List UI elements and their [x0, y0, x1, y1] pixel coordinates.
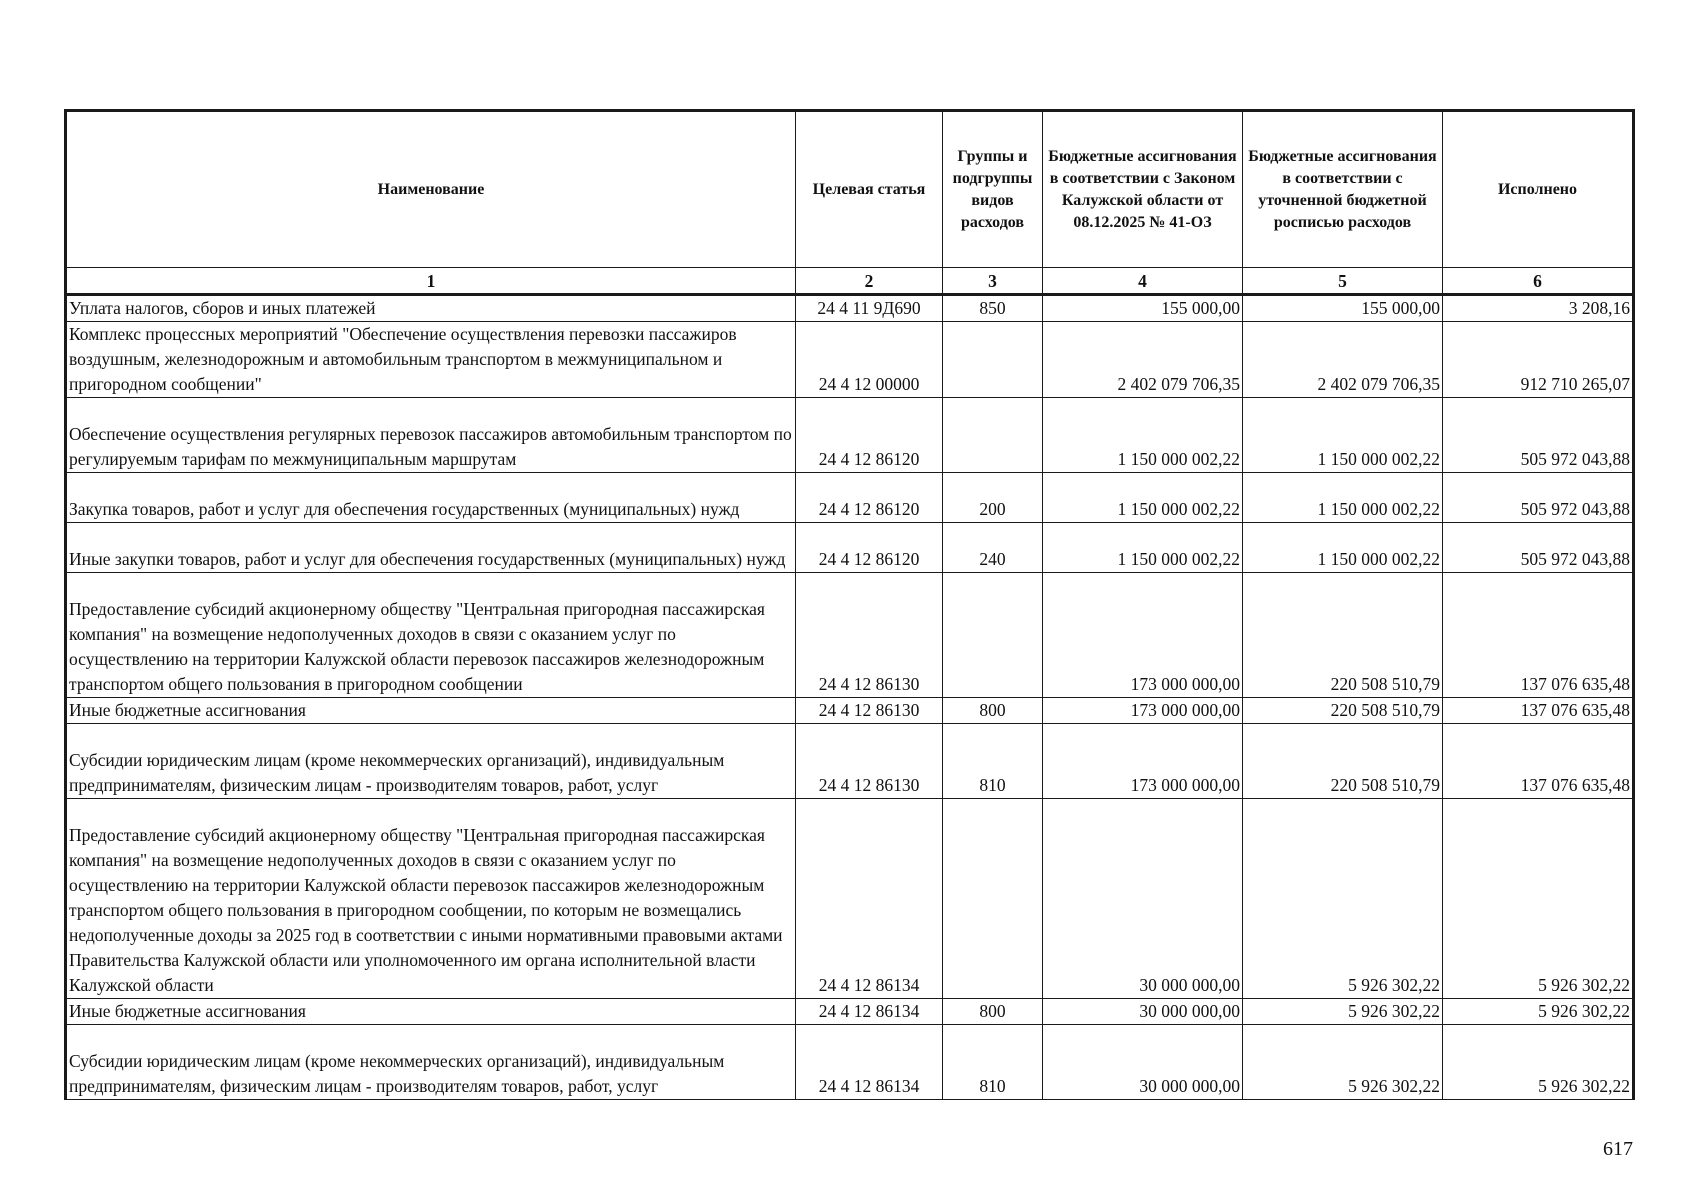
- table-row: [66, 322, 1634, 398]
- column-header-refined-allocations: Бюджетные ассигнования в соответствии с уточненной бюджетной росписью расходов: [1243, 111, 1443, 268]
- row-law-amount: 1 150 000 002,22: [1043, 473, 1243, 523]
- row-law-amount: 155 000,00: [1043, 295, 1243, 322]
- row-law-amount: 1 150 000 002,22: [1043, 398, 1243, 473]
- column-header-law-allocations: Бюджетные ассигнования в соответствии с Законом Калужской области от 08.12.2025 № 41-ОЗ: [1043, 111, 1243, 268]
- table-row: [66, 999, 1634, 1025]
- row-expense-group: 240: [943, 523, 1043, 573]
- row-target-article: 24 4 12 86130: [796, 724, 943, 799]
- row-law-amount: 173 000 000,00: [1043, 724, 1243, 799]
- table-row: [66, 295, 1634, 322]
- table-row: [66, 398, 1634, 473]
- table-row: [66, 473, 1634, 523]
- row-name: Обеспечение осуществления регулярных перевозок пассажиров автомобильным транспортом по регулируемым тарифам по межмуниципальным маршрутам: [66, 398, 796, 473]
- row-refined-amount: 2 402 079 706,35: [1243, 322, 1443, 398]
- row-executed-amount: 505 972 043,88: [1443, 473, 1634, 523]
- row-law-amount: 30 000 000,00: [1043, 999, 1243, 1025]
- row-target-article: 24 4 12 86120: [796, 473, 943, 523]
- column-number: 4: [1043, 268, 1243, 295]
- table-row: [66, 1025, 1634, 1100]
- table-row: [66, 724, 1634, 799]
- row-expense-group: 810: [943, 724, 1043, 799]
- row-law-amount: 30 000 000,00: [1043, 799, 1243, 999]
- row-executed-amount: 505 972 043,88: [1443, 523, 1634, 573]
- row-executed-amount: 5 926 302,22: [1443, 1025, 1634, 1100]
- row-target-article: 24 4 12 86130: [796, 698, 943, 724]
- row-expense-group: 800: [943, 698, 1043, 724]
- row-target-article: 24 4 12 86120: [796, 398, 943, 473]
- row-law-amount: 173 000 000,00: [1043, 573, 1243, 698]
- row-name: Иные бюджетные ассигнования: [66, 698, 796, 724]
- column-number: 3: [943, 268, 1043, 295]
- row-executed-amount: 505 972 043,88: [1443, 398, 1634, 473]
- row-name: Субсидии юридическим лицам (кроме некоммерческих организаций), индивидуальным предпринимателям, физическим лицам - производителям товаров, работ, услуг: [66, 1025, 796, 1100]
- row-law-amount: 2 402 079 706,35: [1043, 322, 1243, 398]
- row-refined-amount: 220 508 510,79: [1243, 573, 1443, 698]
- header-row: [66, 111, 1634, 268]
- row-refined-amount: 220 508 510,79: [1243, 698, 1443, 724]
- row-expense-group: [943, 799, 1043, 999]
- row-expense-group: [943, 573, 1043, 698]
- column-number: 5: [1243, 268, 1443, 295]
- row-target-article: 24 4 12 86134: [796, 799, 943, 999]
- column-header-executed: Исполнено: [1443, 111, 1634, 268]
- row-target-article: 24 4 12 86120: [796, 523, 943, 573]
- row-name: Иные бюджетные ассигнования: [66, 999, 796, 1025]
- row-law-amount: 30 000 000,00: [1043, 1025, 1243, 1100]
- row-executed-amount: 912 710 265,07: [1443, 322, 1634, 398]
- row-refined-amount: 155 000,00: [1243, 295, 1443, 322]
- row-target-article: 24 4 12 86134: [796, 1025, 943, 1100]
- table-row: [66, 523, 1634, 573]
- row-name: Предоставление субсидий акционерному обществу "Центральная пригородная пассажирская компания" на возмещение недополученных доходов в связи с оказанием услуг по осуществлению на территории Калужской области перевозок пассажиров железнодорожным транспортом общего пользования в пригородном сообщении: [66, 573, 796, 698]
- row-target-article: 24 4 12 00000: [796, 322, 943, 398]
- row-refined-amount: 5 926 302,22: [1243, 999, 1443, 1025]
- table-row: [66, 799, 1634, 999]
- row-name: Субсидии юридическим лицам (кроме некоммерческих организаций), индивидуальным предпринимателям, физическим лицам - производителям товаров, работ, услуг: [66, 724, 796, 799]
- row-expense-group: 810: [943, 1025, 1043, 1100]
- row-name: Комплекс процессных мероприятий "Обеспечение осуществления перевозки пассажиров воздушным, железнодорожным и автомобильным транспортом в межмуниципальном и пригородном сообщении": [66, 322, 796, 398]
- row-name: Закупка товаров, работ и услуг для обеспечения государственных (муниципальных) нужд: [66, 473, 796, 523]
- table-row: [66, 573, 1634, 698]
- row-executed-amount: 5 926 302,22: [1443, 799, 1634, 999]
- row-refined-amount: 1 150 000 002,22: [1243, 398, 1443, 473]
- row-executed-amount: 137 076 635,48: [1443, 724, 1634, 799]
- column-header-target-article: Целевая статья: [796, 111, 943, 268]
- row-target-article: 24 4 12 86130: [796, 573, 943, 698]
- row-refined-amount: 220 508 510,79: [1243, 724, 1443, 799]
- row-refined-amount: 1 150 000 002,22: [1243, 473, 1443, 523]
- table-row: [66, 698, 1634, 724]
- row-expense-group: [943, 398, 1043, 473]
- row-executed-amount: 137 076 635,48: [1443, 698, 1634, 724]
- row-law-amount: 1 150 000 002,22: [1043, 523, 1243, 573]
- column-header-expense-groups: Группы и подгруппы видов расходов: [943, 111, 1043, 268]
- row-executed-amount: 3 208,16: [1443, 295, 1634, 322]
- row-expense-group: 800: [943, 999, 1043, 1025]
- row-name: Уплата налогов, сборов и иных платежей: [66, 295, 796, 322]
- column-number-row: [66, 268, 1634, 295]
- row-expense-group: 850: [943, 295, 1043, 322]
- budget-table: [64, 109, 1635, 1100]
- column-number: 6: [1443, 268, 1634, 295]
- page-number: 617: [1603, 1138, 1633, 1160]
- row-refined-amount: 5 926 302,22: [1243, 799, 1443, 999]
- row-executed-amount: 137 076 635,48: [1443, 573, 1634, 698]
- column-number: 2: [796, 268, 943, 295]
- row-name: Предоставление субсидий акционерному обществу "Центральная пригородная пассажирская компания" на возмещение недополученных доходов в связи с оказанием услуг по осуществлению на территории Калужской области перевозок пассажиров железнодорожным транспортом общего пользования в пригородном сообщении, по которым не возмещались недополученные доходы за 2025 год в соответствии с иными нормативными правовыми актами Правительства Калужской области или уполномоченного им органа исполнительной власти Калужской области: [66, 799, 796, 999]
- column-number: 1: [66, 268, 796, 295]
- row-refined-amount: 1 150 000 002,22: [1243, 523, 1443, 573]
- row-target-article: 24 4 11 9Д690: [796, 295, 943, 322]
- row-expense-group: [943, 322, 1043, 398]
- row-expense-group: 200: [943, 473, 1043, 523]
- row-target-article: 24 4 12 86134: [796, 999, 943, 1025]
- row-name: Иные закупки товаров, работ и услуг для обеспечения государственных (муниципальных) нужд: [66, 523, 796, 573]
- row-law-amount: 173 000 000,00: [1043, 698, 1243, 724]
- row-executed-amount: 5 926 302,22: [1443, 999, 1634, 1025]
- column-header-name: Наименование: [66, 111, 796, 268]
- row-refined-amount: 5 926 302,22: [1243, 1025, 1443, 1100]
